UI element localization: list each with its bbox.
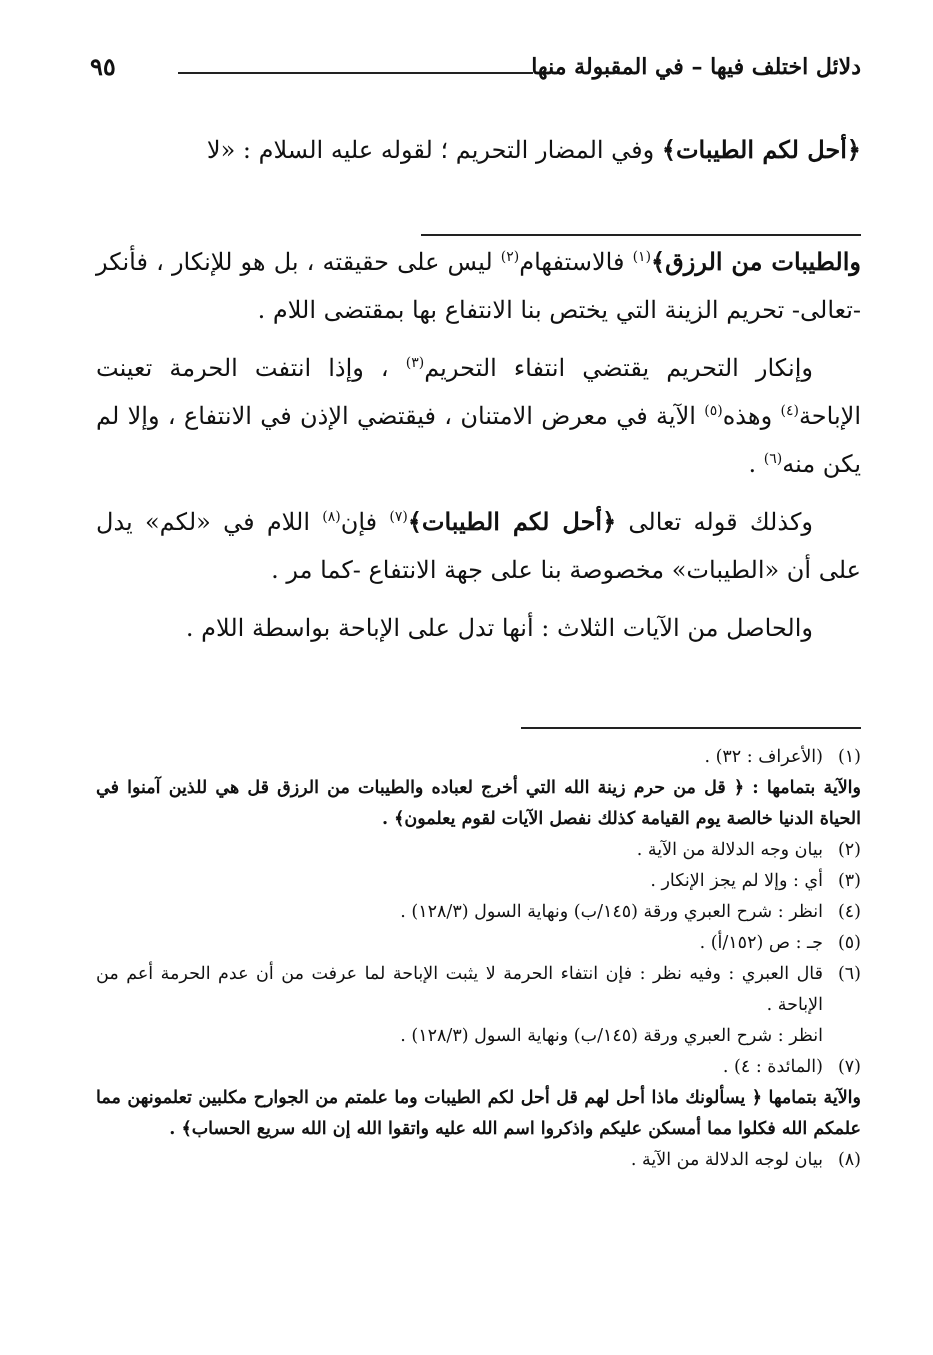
footnote-text: بيان لوجه الدلالة من الآية . [630,1150,823,1170]
header-title: دلائل اختلف فيها – في المقبولة منها [531,54,861,80]
text-run: فإن [340,508,390,536]
footnote-ref-1[interactable]: (١) [632,249,652,265]
page-number: ٩٥ [90,52,116,81]
footnote-number: (٦) [837,964,861,984]
paragraph-3 [96,498,861,594]
footnote-text: (المائدة : ٤) . [722,1057,823,1077]
footnote-number: (٢) [837,840,861,860]
paragraph-1-cont [96,238,861,334]
footnote-text: بيان وجه الدلالة من الآية . [636,840,823,860]
footnote-text: جـ : ص (١٥٢/أ) . [699,933,823,953]
footnote-number: (٣) [837,871,861,891]
header-rule [178,72,533,74]
footnote-continuation [96,1083,861,1145]
footnote-text: انظر : شرح العبري ورقة (١٤٥/ب) ونهاية السول (١٢٨/٣) . [400,1026,823,1046]
footnote-text: (الأعراف : ٣٢) . [704,747,823,767]
running-header [90,48,861,88]
quote-rule [96,174,861,198]
paragraph-2 [96,344,861,488]
footnote-number: (٨) [837,1150,861,1170]
footnote [96,742,861,773]
text-run: اللام في «لكم» يدل على أن «الطيبات» مخصوصة بنا على جهة الانتفاع -كما مر . [96,508,861,584]
footnote [96,959,861,1021]
text-run: وفي المضار التحريم ؛ لقوله عليه السلام : «لا [206,136,662,164]
footnote-number: (٥) [837,933,861,953]
text-run: الآية في معرض الامتنان ، فيقتضي الإذن في الانتفاع ، وإلا لم يكن منه [96,402,861,478]
footnote-ref-5[interactable]: (٥) [704,403,723,419]
text-run: وهذه [722,402,781,430]
footnote-ref-3[interactable]: (٣) [405,355,425,371]
footnote-number: (٤) [837,902,861,922]
footnote [96,835,861,866]
footnote-number: (١) [837,747,861,767]
footnote [96,928,861,959]
text-run: وإنكار التحريم يقتضي انتفاء التحريم [424,354,813,382]
footnote [96,866,861,897]
footnote-continuation [96,773,861,835]
footnote-text: انظر : شرح العبري ورقة (١٤٥/ب) ونهاية السول (١٢٨/٣) . [400,902,823,922]
footnote-continuation [96,1021,861,1052]
footnote-ref-4[interactable]: (٤) [780,403,799,419]
quran-quote: ﴿أحل لكم الطيبات﴾ [661,135,861,164]
footnote-ref-7[interactable]: (٧) [389,509,408,525]
paragraph-1 [96,126,861,174]
footnotes [96,742,861,1176]
body-text [96,126,861,652]
text-run: فالاستفهام [519,248,633,276]
footnote-text: والآية بتمامها : ﴿ قل من حرم زينة الله التي أخرج لعباده والطيبات من الرزق قل هي للذين آمنوا في الحياة الدنيا خالصة يوم القيامة كذلك نفصل الآيات لقوم يعلمون﴾ . [96,778,861,829]
quran-quote: والطيبات من الرزق﴾ [651,247,862,276]
quran-quote: ﴿أحل لكم الطيبات﴾ [407,507,617,536]
footnote [96,1145,861,1176]
footnote [96,897,861,928]
footnote-ref-8[interactable]: (٨) [322,509,341,525]
text-run: وكذلك قوله تعالى [616,508,813,536]
text-run: والحاصل من الآيات الثلاث : أنها تدل على الإباحة بواسطة اللام . [185,614,813,642]
footnote-ref-2[interactable]: (٢) [500,249,520,265]
text-run: . [748,450,764,478]
footnote-separator [521,727,861,729]
text-run: ، وإذا انتفت الحرمة تعينت الإباحة [96,354,861,430]
footnote [96,1052,861,1083]
footnote-text: أي : وإلا لم يجز الإنكار . [650,871,823,891]
footnote-text: قال العبري : وفيه نظر : فإن انتفاء الحرمة لا يثبت الإباحة لما عرفت من أن عدم الحرمة أعم من الإباحة . [96,964,823,1015]
footnote-number: (٧) [837,1057,861,1077]
text-run: ليس على حقيقته ، بل هو للإنكار ، فأنكر -تعالى- تحريم الزينة التي يختص بنا الانتفاع بها بمقتضى اللام . [96,248,861,324]
footnote-text: والآية بتمامها ﴿ يسألونك ماذا أحل لهم قل أحل لكم الطيبات وما علمتم من الجوارح مكلبين تعلمونهن مما علمكم الله فكلوا مما أمسكن عليكم واذكروا اسم الله عليه واتقوا الله إن الله سريع الحساب﴾ . [96,1088,861,1139]
paragraph-4 [96,604,861,652]
footnote-ref-6[interactable]: (٦) [763,451,783,467]
